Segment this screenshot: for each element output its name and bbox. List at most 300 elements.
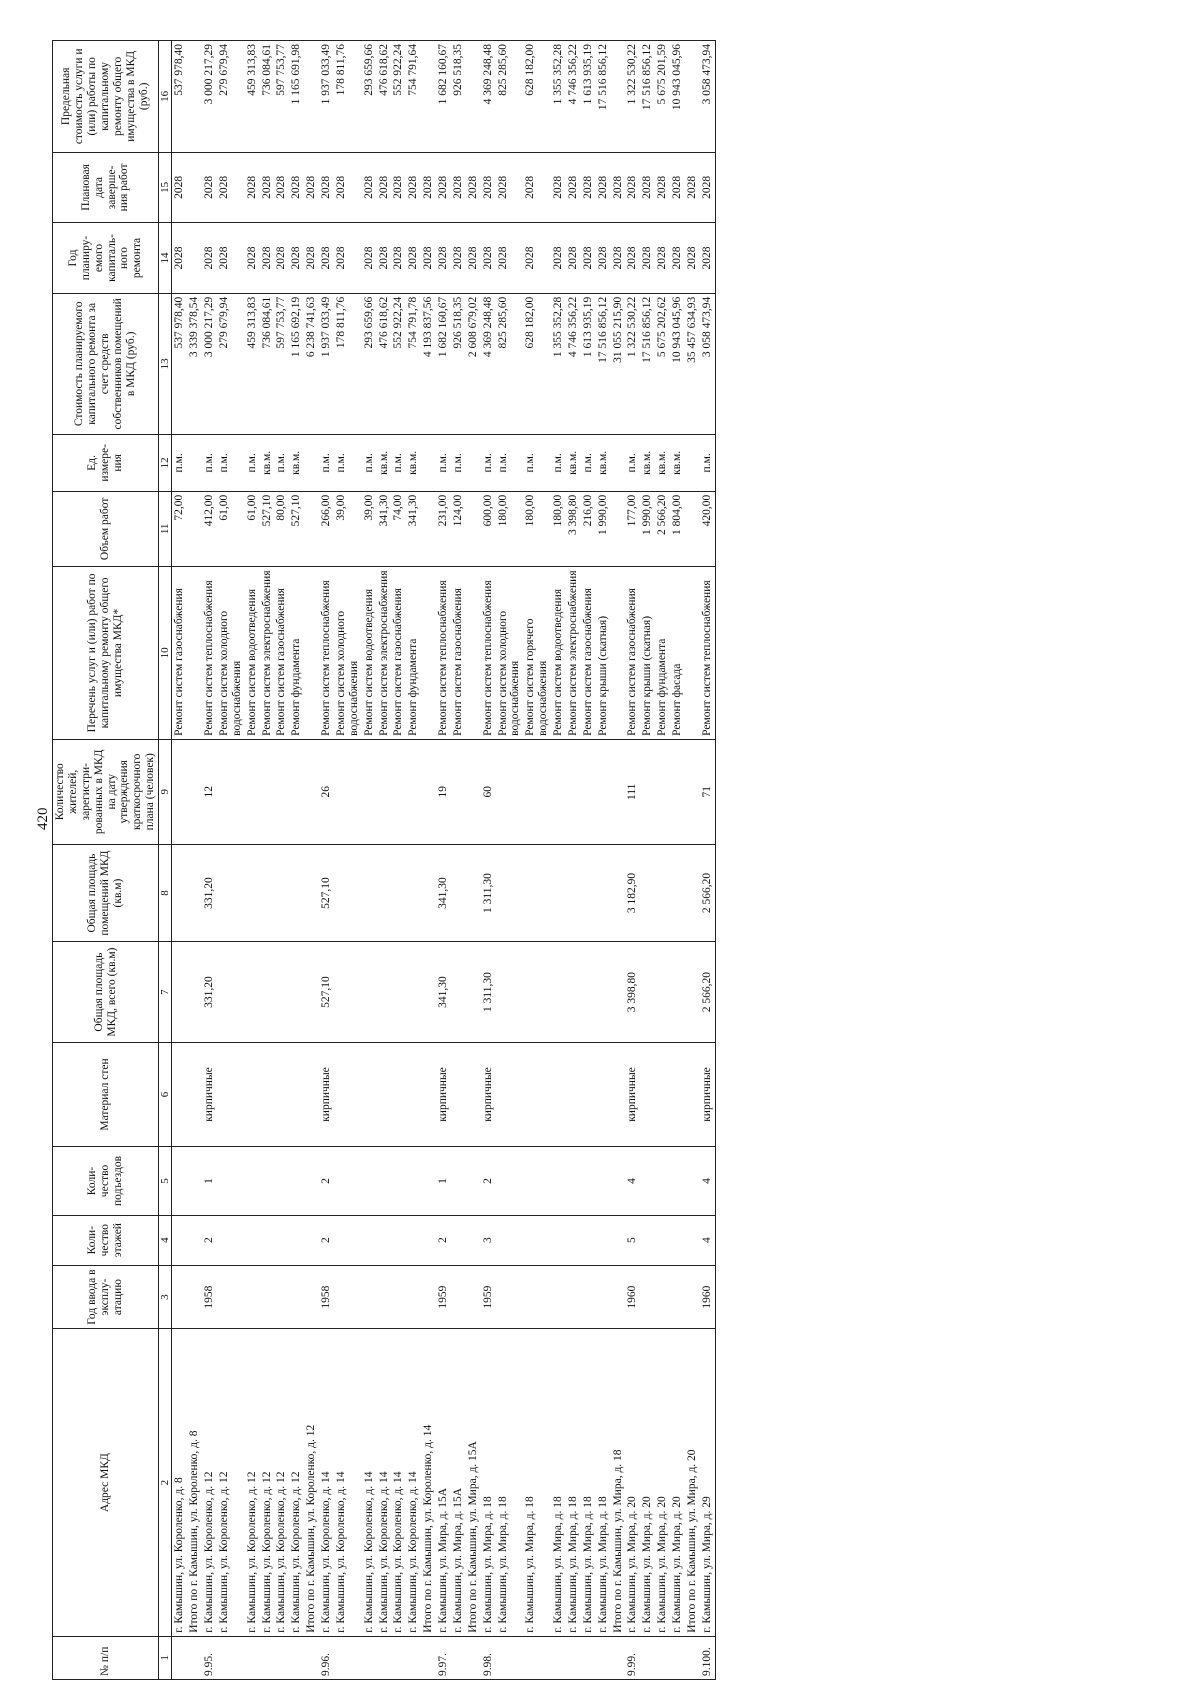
table-cell: [685, 566, 700, 739]
table-row: [187, 41, 202, 1680]
table-cell: [421, 1215, 436, 1265]
column-number: 9: [159, 739, 172, 844]
table-cell: кирпичные: [625, 1042, 640, 1147]
table-cell: 1 322 530,22: [625, 293, 640, 434]
table-cell: [377, 1215, 392, 1265]
table-cell: Итого по г. Камышин, ул. Короленко, д. 8: [187, 1329, 202, 1636]
table-row: [406, 41, 421, 1680]
table-cell: Ремонт крыши (скатная): [640, 566, 655, 739]
table-cell: [304, 434, 319, 491]
table-cell: [466, 1042, 481, 1147]
table-cell: [391, 1636, 406, 1679]
table-row: [596, 41, 611, 1680]
table-cell: 2028: [406, 152, 421, 223]
table-cell: [640, 1265, 655, 1329]
table-cell: 1 682 160,67: [436, 293, 451, 434]
table-cell: [172, 844, 187, 942]
table-cell: [496, 1147, 524, 1215]
table-cell: [304, 942, 319, 1042]
table-cell: 1 355 352,28: [551, 293, 566, 434]
table-cell: 279 679,94: [217, 41, 245, 153]
table-cell: [451, 1215, 466, 1265]
column-number: 10: [159, 566, 172, 739]
table-row: [362, 41, 377, 1680]
table-cell: 2028: [202, 152, 217, 223]
table-cell: [466, 1636, 481, 1679]
table-cell: 9.97.: [436, 1636, 451, 1679]
table-cell: [523, 739, 551, 844]
table-cell: 2028: [566, 152, 581, 223]
table-cell: 341,30: [377, 491, 392, 566]
table-cell: [685, 844, 700, 942]
table-cell: 628 182,00: [523, 293, 551, 434]
table-cell: г. Камышин, ул. Мира, д. 15А: [436, 1329, 451, 1636]
table-cell: [362, 1042, 377, 1147]
table-cell: 2028: [611, 223, 626, 294]
table-cell: [245, 1636, 260, 1679]
table-cell: 2028: [304, 152, 319, 223]
table-cell: 459 313,83: [245, 41, 260, 153]
table-cell: 2028: [421, 152, 436, 223]
table-cell: [670, 844, 685, 942]
table-cell: [334, 1215, 362, 1265]
table-cell: [217, 1265, 245, 1329]
table-cell: 2028: [260, 152, 275, 223]
table-cell: [523, 1042, 551, 1147]
table-cell: 2028: [289, 152, 304, 223]
table-cell: [187, 739, 202, 844]
table-cell: п.м.: [436, 434, 451, 491]
table-cell: 2 566,20: [700, 942, 715, 1042]
table-cell: г. Камышин, ул. Короленко, д. 14: [334, 1329, 362, 1636]
table-cell: [685, 434, 700, 491]
table-cell: п.м.: [625, 434, 640, 491]
table-cell: 1960: [625, 1265, 640, 1329]
column-header: Объем работ: [53, 491, 159, 566]
table-cell: 3 182,90: [625, 844, 640, 942]
table-cell: [466, 1215, 481, 1265]
table-cell: Ремонт систем водоотведения: [362, 566, 377, 739]
table-cell: 9.100.: [700, 1636, 715, 1679]
table-cell: 177,00: [625, 491, 640, 566]
table-cell: 5: [625, 1215, 640, 1265]
table-cell: [187, 942, 202, 1042]
table-cell: 180,00: [551, 491, 566, 566]
table-cell: г. Камышин, ул. Короленко, д. 14: [362, 1329, 377, 1636]
table-cell: г. Камышин, ул. Мира, д. 18: [496, 1329, 524, 1636]
table-cell: [670, 1265, 685, 1329]
table-cell: [611, 1636, 626, 1679]
table-cell: п.м.: [274, 434, 289, 491]
table-cell: 17 516 856,12: [640, 41, 655, 153]
table-cell: п.м.: [700, 434, 715, 491]
table-cell: [406, 1215, 421, 1265]
table-cell: Ремонт систем теплоснабжения: [436, 566, 451, 739]
table-cell: [566, 1265, 581, 1329]
table-cell: Ремонт систем газоснабжения: [391, 566, 406, 739]
table-cell: [640, 1215, 655, 1265]
table-cell: 2028: [596, 152, 611, 223]
table-cell: 2 566,20: [700, 844, 715, 942]
table-cell: 2028: [377, 152, 392, 223]
table-cell: 2028: [304, 223, 319, 294]
table-cell: [466, 491, 481, 566]
table-cell: п.м.: [481, 434, 496, 491]
table-row: [202, 41, 217, 1680]
table-cell: 341,30: [436, 942, 451, 1042]
table-cell: [451, 739, 466, 844]
table-cell: кв.м.: [289, 434, 304, 491]
table-row: [466, 41, 481, 1680]
table-cell: [304, 41, 319, 153]
table-cell: 180,00: [523, 491, 551, 566]
table-cell: кирпичные: [436, 1042, 451, 1147]
table-cell: 71: [700, 739, 715, 844]
table-cell: Ремонт систем водоотведения: [245, 566, 260, 739]
table-cell: [596, 739, 611, 844]
table-cell: [655, 1042, 670, 1147]
table-cell: г. Камышин, ул. Короленко, д. 12: [260, 1329, 275, 1636]
table-cell: 2028: [685, 152, 700, 223]
table-cell: [596, 942, 611, 1042]
table-cell: [596, 1636, 611, 1679]
table-cell: 1 355 352,28: [551, 41, 566, 153]
table-cell: [406, 1265, 421, 1329]
column-number: 5: [159, 1147, 172, 1215]
table-row: [481, 41, 496, 1680]
table-cell: 178 811,76: [334, 293, 362, 434]
table-cell: 3 000 217,29: [202, 293, 217, 434]
table-cell: [391, 739, 406, 844]
table-cell: п.м.: [391, 434, 406, 491]
table-cell: 2028: [245, 152, 260, 223]
table-cell: п.м.: [334, 434, 362, 491]
table-row: [274, 41, 289, 1680]
table-cell: 2 608 679,02: [466, 293, 481, 434]
table-cell: [685, 1147, 700, 1215]
table-cell: [274, 1265, 289, 1329]
table-cell: 3 339 378,54: [187, 293, 202, 434]
table-cell: 527,10: [319, 942, 334, 1042]
table-cell: [581, 1265, 596, 1329]
table-cell: [274, 1215, 289, 1265]
table-cell: Итого по г. Камышин, ул. Короленко, д. 12: [304, 1329, 319, 1636]
table-cell: 2: [481, 1147, 496, 1215]
table-cell: г. Камышин, ул. Короленко, д. 14: [319, 1329, 334, 1636]
table-cell: [685, 1265, 700, 1329]
table-cell: [274, 739, 289, 844]
table-cell: 39,00: [334, 491, 362, 566]
table-cell: 926 518,35: [451, 41, 466, 153]
table-cell: [611, 942, 626, 1042]
table-cell: 2028: [523, 223, 551, 294]
table-cell: 2028: [551, 152, 566, 223]
column-number: 4: [159, 1215, 172, 1265]
table-row: [334, 41, 362, 1680]
table-cell: 476 618,62: [377, 293, 392, 434]
table-cell: [406, 739, 421, 844]
table-cell: 180,00: [496, 491, 524, 566]
table-cell: 2028: [566, 223, 581, 294]
table-cell: 597 753,77: [274, 41, 289, 153]
table-cell: [611, 434, 626, 491]
table-cell: п.м.: [523, 434, 551, 491]
table-cell: 4 746 356,22: [566, 293, 581, 434]
table-cell: [334, 1636, 362, 1679]
table-cell: [172, 1215, 187, 1265]
table-cell: Ремонт систем теплоснабжения: [481, 566, 496, 739]
table-cell: 4: [700, 1147, 715, 1215]
table-cell: 1 311,30: [481, 942, 496, 1042]
column-number: 8: [159, 844, 172, 942]
table-cell: [217, 844, 245, 942]
table-cell: 1: [202, 1147, 217, 1215]
column-header: Коли- чество подъездов: [53, 1147, 159, 1215]
table-cell: 2028: [172, 152, 187, 223]
table-cell: [172, 1147, 187, 1215]
table-cell: 412,00: [202, 491, 217, 566]
table-cell: п.м.: [581, 434, 596, 491]
table-cell: 825 285,60: [496, 293, 524, 434]
table-cell: 825 285,60: [496, 41, 524, 153]
table-cell: [466, 739, 481, 844]
table-cell: 2028: [640, 223, 655, 294]
table-cell: [377, 844, 392, 942]
table-cell: [289, 1042, 304, 1147]
table-cell: [685, 1215, 700, 1265]
table-cell: [596, 1042, 611, 1147]
table-cell: [391, 1265, 406, 1329]
table-cell: 341,30: [406, 491, 421, 566]
table-cell: 2028: [466, 223, 481, 294]
table-cell: п.м.: [172, 434, 187, 491]
table-cell: [289, 1147, 304, 1215]
table-cell: Ремонт систем теплоснабжения: [319, 566, 334, 739]
table-cell: [611, 844, 626, 942]
table-cell: 80,00: [274, 491, 289, 566]
column-header: № п/п: [53, 1636, 159, 1679]
table-row: [260, 41, 275, 1680]
table-cell: [640, 844, 655, 942]
table-cell: [260, 1147, 275, 1215]
column-header: Количество жителей, зарегистри- рованных в МКД на дату утверждения краткосрочного плана (человек): [53, 739, 159, 844]
table-cell: 10 943 045,96: [670, 293, 685, 434]
table-cell: [611, 1042, 626, 1147]
table-cell: г. Камышин, ул. Короленко, д. 12: [245, 1329, 260, 1636]
table-cell: 2028: [625, 152, 640, 223]
table-cell: 2028: [685, 223, 700, 294]
table-cell: 60: [481, 739, 496, 844]
table-cell: [611, 491, 626, 566]
table-cell: 9.96.: [319, 1636, 334, 1679]
table-cell: [377, 1265, 392, 1329]
table-cell: 2028: [670, 152, 685, 223]
table-cell: [362, 1215, 377, 1265]
table-cell: п.м.: [202, 434, 217, 491]
table-cell: [260, 844, 275, 942]
column-number: 14: [159, 223, 172, 294]
table-cell: [551, 1636, 566, 1679]
column-header: Год планиру- емого капиталь- ного ремонта: [53, 223, 159, 294]
table-cell: 2028: [217, 223, 245, 294]
table-cell: [596, 1265, 611, 1329]
table-cell: 2028: [523, 152, 551, 223]
table-cell: 2028: [700, 152, 715, 223]
table-cell: 2028: [640, 152, 655, 223]
table-cell: 2028: [202, 223, 217, 294]
table-cell: [551, 739, 566, 844]
table-cell: [172, 739, 187, 844]
column-number: 1: [159, 1636, 172, 1679]
table-cell: кв.м.: [260, 434, 275, 491]
table-cell: 2028: [436, 152, 451, 223]
table-cell: [172, 1265, 187, 1329]
table-cell: [274, 1042, 289, 1147]
table-cell: 2028: [700, 223, 715, 294]
column-number: 6: [159, 1042, 172, 1147]
table-cell: 1 682 160,67: [436, 41, 451, 153]
table-cell: 2028: [406, 223, 421, 294]
table-cell: Ремонт систем холодного водоснабжения: [217, 566, 245, 739]
table-cell: [496, 1636, 524, 1679]
table-cell: 1 165 692,19: [289, 293, 304, 434]
table-cell: [566, 1636, 581, 1679]
table-cell: [172, 1042, 187, 1147]
column-header: Коли- чество этажей: [53, 1215, 159, 1265]
table-cell: [551, 1147, 566, 1215]
table-cell: [217, 1636, 245, 1679]
table-cell: [334, 739, 362, 844]
table-row: [217, 41, 245, 1680]
table-cell: 2028: [670, 223, 685, 294]
table-cell: [362, 844, 377, 942]
table-cell: 2028: [217, 152, 245, 223]
table-cell: 1 937 033,49: [319, 293, 334, 434]
table-cell: [685, 1636, 700, 1679]
table-cell: [289, 1215, 304, 1265]
table-cell: 736 084,61: [260, 41, 275, 153]
table-cell: 9.98.: [481, 1636, 496, 1679]
table-cell: Ремонт фундамента: [406, 566, 421, 739]
table-row: [625, 41, 640, 1680]
table-cell: 178 811,76: [334, 41, 362, 153]
column-number: 2: [159, 1329, 172, 1636]
table-cell: [289, 942, 304, 1042]
table-cell: Ремонт систем теплоснабжения: [202, 566, 217, 739]
table-cell: 1958: [202, 1265, 217, 1329]
table-cell: [496, 1265, 524, 1329]
table-cell: [245, 844, 260, 942]
table-cell: [304, 739, 319, 844]
table-cell: 2028: [391, 152, 406, 223]
table-cell: 6 238 741,63: [304, 293, 319, 434]
table-cell: [187, 1147, 202, 1215]
table-cell: г. Камышин, ул. Мира, д. 20: [655, 1329, 670, 1636]
table-cell: [451, 942, 466, 1042]
table-cell: [187, 491, 202, 566]
table-cell: [421, 491, 436, 566]
table-cell: [391, 1042, 406, 1147]
table-cell: 2028: [466, 152, 481, 223]
table-cell: [187, 434, 202, 491]
table-cell: 74,00: [391, 491, 406, 566]
table-cell: 2028: [334, 223, 362, 294]
table-cell: [245, 942, 260, 1042]
table-cell: [551, 1042, 566, 1147]
table-cell: 2028: [611, 152, 626, 223]
table-cell: п.м.: [451, 434, 466, 491]
table-cell: [362, 1265, 377, 1329]
table-cell: 459 313,83: [245, 293, 260, 434]
table-cell: [523, 942, 551, 1042]
table-cell: [289, 844, 304, 942]
table-cell: 4: [700, 1215, 715, 1265]
table-cell: г. Камышин, ул. Короленко, д. 8: [172, 1329, 187, 1636]
column-header: Ед. измере- ния: [53, 434, 159, 491]
table-cell: 2028: [551, 223, 566, 294]
table-cell: 61,00: [245, 491, 260, 566]
table-row: [700, 41, 715, 1680]
table-cell: [274, 1636, 289, 1679]
table-cell: [260, 739, 275, 844]
table-cell: [655, 1215, 670, 1265]
table-cell: [566, 1215, 581, 1265]
table-cell: [551, 844, 566, 942]
table-cell: [581, 942, 596, 1042]
table-cell: [640, 1147, 655, 1215]
table-cell: [187, 1265, 202, 1329]
table-cell: 35 457 634,93: [685, 293, 700, 434]
table-cell: 266,00: [319, 491, 334, 566]
column-header: Плановая дата заверше- ния работ: [53, 152, 159, 223]
table-cell: Ремонт систем теплоснабжения: [700, 566, 715, 739]
table-cell: [362, 739, 377, 844]
table-cell: [217, 1215, 245, 1265]
column-number: 3: [159, 1265, 172, 1329]
table-cell: [581, 1147, 596, 1215]
table-cell: 2028: [581, 152, 596, 223]
table-cell: [245, 1147, 260, 1215]
table-cell: 1 165 691,98: [289, 41, 304, 153]
table-cell: [187, 566, 202, 739]
table-cell: [406, 942, 421, 1042]
table-cell: кирпичные: [319, 1042, 334, 1147]
table-cell: [289, 1636, 304, 1679]
table-cell: [566, 739, 581, 844]
table-cell: 331,20: [202, 844, 217, 942]
table-cell: 293 659,66: [362, 41, 377, 153]
table-cell: кирпичные: [481, 1042, 496, 1147]
table-cell: г. Камышин, ул. Короленко, д. 12: [217, 1329, 245, 1636]
table-cell: [685, 41, 700, 153]
table-cell: [391, 1147, 406, 1215]
table-cell: [187, 1042, 202, 1147]
table-cell: г. Камышин, ул. Короленко, д. 14: [406, 1329, 421, 1636]
table-cell: [451, 1147, 466, 1215]
table-body: [172, 41, 715, 1680]
table-cell: [391, 844, 406, 942]
table-row: [655, 41, 670, 1680]
table-row: [640, 41, 655, 1680]
table-cell: [523, 1147, 551, 1215]
table-row: [451, 41, 466, 1680]
table-cell: Ремонт систем электроснабжения: [260, 566, 275, 739]
table-cell: [421, 1636, 436, 1679]
table-cell: 736 084,61: [260, 293, 275, 434]
table-cell: [466, 434, 481, 491]
table-cell: [260, 942, 275, 1042]
table-cell: [260, 1215, 275, 1265]
